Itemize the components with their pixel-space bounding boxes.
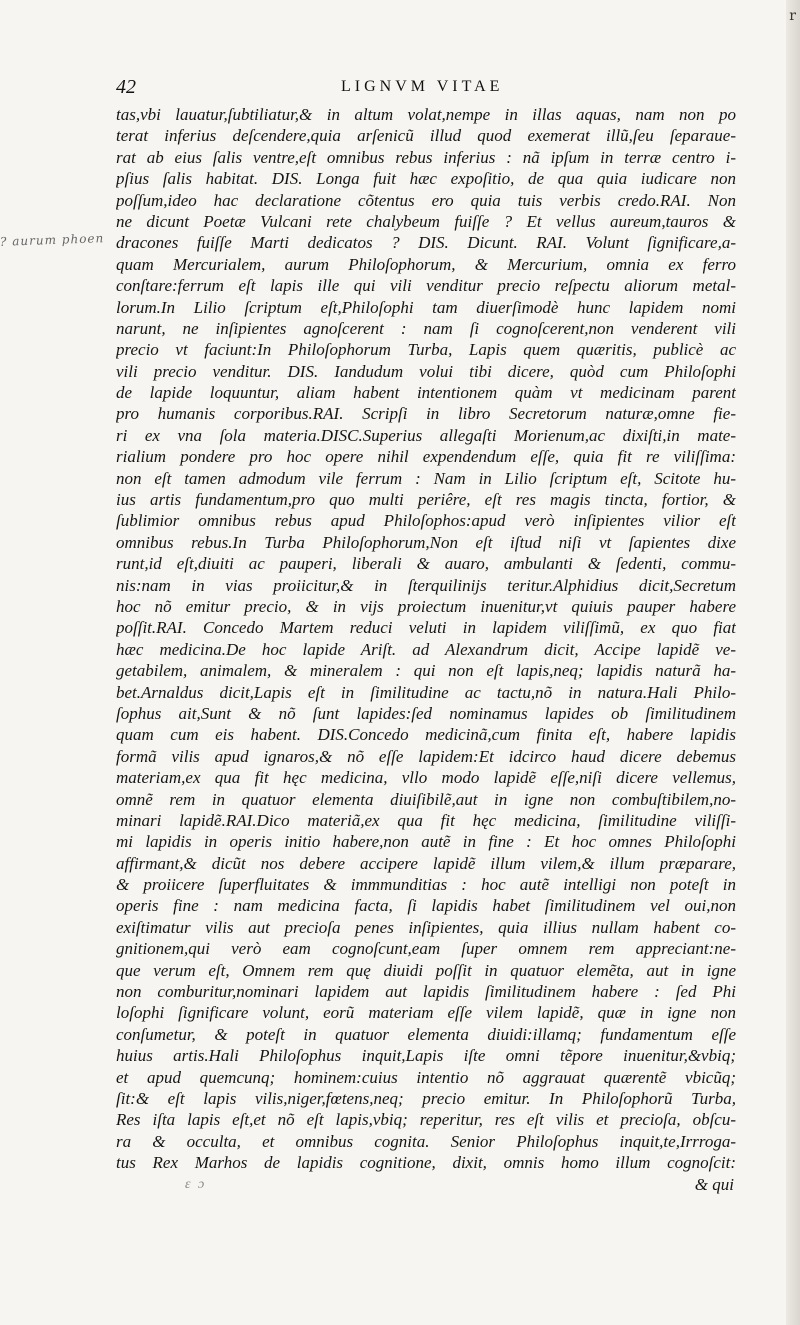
text-line: ius artis fundamentum,pro quo multi periêre, eſt res magis tincta, fortior, &	[116, 490, 736, 510]
text-line: minari lapidẽ.RAI.Dico materiã,ex qua fit hęc medicina, ſimilitudine viliſſi-	[116, 810, 736, 830]
text-line: ſophus ait,Sunt & nõ ſunt lapides:ſed nominamus lapides ob ſimilitudinem	[116, 703, 736, 723]
text-line: ra & occulta, et omnibus cognita. Senior Philoſophus inquit,te,Irrroga-	[116, 1131, 736, 1151]
text-line: materiam,ex qua fit hęc medicina, vllo modo lapidẽ eſſe,niſi dicere vellemus,	[116, 768, 736, 788]
text-line: affirmant,& dicũt nos debere accipere lapidẽ illum vilem,& illum præparare,	[116, 853, 736, 873]
text-line: gnitionem,qui verò eam cognoſcunt,eam ſuper omnem rem appreciant:ne-	[116, 939, 736, 959]
text-line: conſumetur, & poteſt in quatuor elementa diuidi:illamq; fundamentum eſſe	[116, 1024, 736, 1044]
text-line: hoc nõ emitur precio, & in vijs proiectum inuenitur,vt quiuis pauper habere	[116, 596, 736, 616]
text-line: pro humanis corporibus.RAI. Scripſi in libro Secretorum naturæ,omne fie-	[116, 404, 736, 424]
text-line: bet.Arnaldus dicit,Lapis eſt in ſimilitudine ac tactu,nõ in natura.Hali Philo-	[116, 682, 736, 702]
handwritten-margin-note: ? aurum phoen	[0, 231, 105, 249]
text-line: exiſtimatur vilis aut precioſa penes inſipientes, quia illius nullam habent co-	[116, 917, 736, 937]
text-line: ne dicunt Poetæ Vulcani rete chalybeum fuiſſe ? Et vellus aureum,tauros &	[116, 211, 736, 231]
text-line: rialium pondere pro hoc opere nihil expendendum eſſe, quia fit re viliſſima:	[116, 447, 736, 467]
text-line: quam Mercurialem, aurum Philoſophorum, & Mercurium, omnia ex ferro	[116, 254, 736, 274]
text-line: quam cum eis habent. DIS.Concedo medicinã,cum finita eſt, habere lapidis	[116, 725, 736, 745]
text-line: omnẽ rem in quatuor elementa diuiſibilẽ,aut in igne non combuſtibilem,no-	[116, 789, 736, 809]
edge-mark: r	[789, 8, 796, 24]
text-line: getabilem, animalem, & mineralem : qui non eſt lapis,neq; lapidis naturã ha-	[116, 661, 736, 681]
text-line: tas,vbi lauatur,ſubtiliatur,& in altum volat,nempe in illas aquas, nam non po	[116, 105, 736, 124]
text-line: narunt, ne inſipientes agnoſcerent : nam ſi cognoſcerent,non venderent vili	[116, 318, 736, 338]
text-line: huius artis.Hali Philoſophus inquit,Lapis iſte omni tẽpore inuenitur,&vbiq;	[116, 1046, 736, 1066]
text-line: precio vt faciunt:In Philoſophorum Turba, Lapis quem quæritis, publicè ac	[116, 340, 736, 360]
text-line: mi lapidis in operis initio habere,non autẽ in fine : Et hoc omnes Philoſophi	[116, 832, 736, 852]
text-line: operis fine : nam medicina facta, ſi lapidis habet ſimilitudinem vel oui,non	[116, 896, 736, 916]
text-line: vili precio venditur. DIS. Iandudum volui tibi dicere, quòd cum Philoſophi	[116, 361, 736, 381]
text-line: terat inferius deſcendere,quia arſenicũ illud quod exemerat illũ,ſeu ſeparaue-	[116, 126, 736, 146]
text-line: tus Rex Marhos de lapidis cognitione, dixit, omnis homo illum cognoſcit:	[116, 1153, 736, 1173]
text-line: et apud quemcunq; hominem:cuius intentio nõ aggrauat quærentẽ vbicũq;	[116, 1067, 736, 1087]
text-line: conſtare:ferrum eſt lapis ille qui vili venditur precio reſpectu aliorum metal-	[116, 276, 736, 296]
text-line: runt,id eſt,diuiti ac pauperi, liberali & auaro, ambulanti & ſedenti, commu-	[116, 554, 736, 574]
text-line: hæc medicina.De hoc lapide Ariſt. ad Alexandrum dicit, Accipe lapidẽ ve-	[116, 639, 736, 659]
text-line: rat ab eius ſalis ventre,eſt omnibus rebus inferius : nã ipſum in terræ centro i-	[116, 147, 736, 167]
text-line: poſſit.RAI. Concedo Martem reduci veluti in lapidem viliſſimũ, ex quo fiat	[116, 618, 736, 638]
text-line: que verum eſt, Omnem rem quę diuidi poſſit in quatuor elemẽta, aut in igne	[116, 960, 736, 980]
text-line: poſſum,ideo hac declaratione cõtentus ero quia tuis verbis credo.RAI. Non	[116, 190, 736, 210]
text-line: loſophi ſignificare volunt, eorũ materiam eſſe vilem lapidẽ, quæ in igne non	[116, 1003, 736, 1023]
catchword: & qui	[694, 1174, 734, 1194]
text-line: de lapide loquuntur, aliam habent intentionem quàm vt medicinam parent	[116, 383, 736, 403]
text-line: Res iſta lapis eſt,et nõ eſt lapis,vbiq; reperitur, res eſt vilis et precioſa, obſcu-	[116, 1110, 736, 1130]
text-line: formã vilis apud ignaros,& nõ eſſe lapidem:Et idcirco haud dicere debemus	[116, 746, 736, 766]
running-head	[116, 76, 732, 100]
text-line: lorum.In Lilio ſcriptum eſt,Philoſophi tam diuerſimodè hunc lapidem nomi	[116, 297, 736, 317]
text-line: dracones fuiſſe Marti dedicatos ? DIS. Dicunt. RAI. Volunt ſignificare,a-	[116, 233, 736, 253]
text-line: nis:nam in vias proiicitur,& in ſterquilinijs teritur.Alphidius dicit,Secretum	[116, 575, 736, 595]
text-line: pſius ſalis habitat. DIS. Longa fuit hæc expoſitio, de qua quia iudicare non	[116, 169, 736, 189]
ink-smudge: ɛ ɔ	[185, 1176, 207, 1192]
text-line: ri ex vna ſola materia.DISC.Superius allegaſti Morienum,ac dixiſti,in mate-	[116, 425, 736, 445]
text-line: & proiicere ſuperfluitates & immmunditias : hoc autẽ intelligi non poteſt in	[116, 875, 736, 895]
text-line: non comburitur,nominari lapidem aut lapidis ſimilitudinem habere : ſed Phi	[116, 982, 736, 1002]
body-text	[116, 104, 736, 1195]
text-line: ſit:& eſt lapis vilis,niger,fœtens,neq; precio emitur. In Philoſophorũ Turba,	[116, 1088, 736, 1108]
page-edge	[786, 0, 800, 1325]
text-line: omnibus rebus.In Turba Philoſophorum,Non eſt iſtud niſi vt ſapientes dixe	[116, 532, 736, 552]
text-line: ſublimior omnibus rebus apud Philoſophos:apud verò inſipientes vilior eſt	[116, 511, 736, 531]
running-title: LIGNVM VITAE	[341, 78, 504, 95]
page-number: 42	[116, 76, 136, 98]
text-line: non eſt tamen admodum vile ferrum : Nam in Lilio ſcriptum eſt, Scitote hu-	[116, 468, 736, 488]
catchword-row	[116, 1174, 736, 1195]
